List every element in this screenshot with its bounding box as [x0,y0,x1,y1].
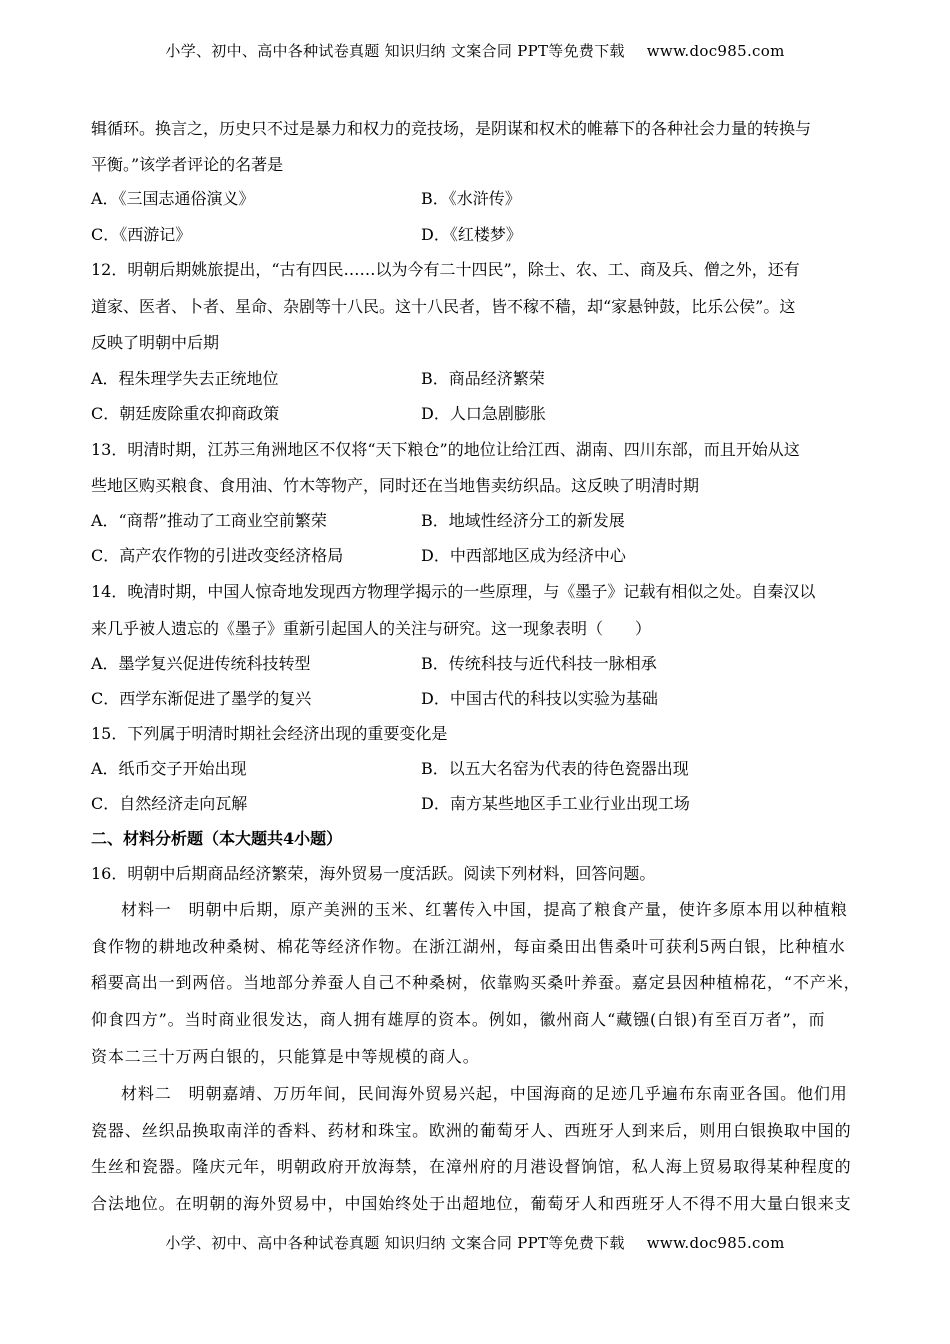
q14-option-b: B．传统科技与近代科技一脉相承 [421,654,657,673]
material2-line: 生丝和瓷器。隆庆元年，明朝政府开放海禁，在漳州府的月港设督饷馆，私人海上贸易取得某种程度的 [91,1157,852,1176]
q13-line1: 13．明清时期，江苏三角洲地区不仅将“天下粮仓”的地位让给江西、湖南、四川东部，而且开始从这 [91,440,800,459]
material2-line: 材料二 明朝嘉靖、万历年间，民间海外贸易兴起，中国海商的足迹几乎遍布东南亚各国。他们用 [121,1084,848,1103]
q15-option-c: C．自然经济走向瓦解 [91,794,248,813]
section-title: 二、材料分析题（本大题共4小题） [91,829,343,848]
q11-option-b: B．《水浒传》 [421,189,521,208]
page-footer [0,1232,950,1253]
q14-line2: 来几乎被人遗忘的《墨子》重新引起国人的关注与研究。这一现象表明（ ） [91,619,652,638]
q11-option-a: A．《三国志通俗演义》 [91,189,255,208]
q12-line3: 反映了明朝中后期 [91,333,220,352]
q13-option-b: B．地域性经济分工的新发展 [421,511,625,530]
material1-line: 食作物的耕地改种桑树、棉花等经济作物。在浙江湖州，每亩桑田出售桑叶可获利5两白银，比种植水 [91,937,846,956]
q12-option-b: B．商品经济繁荣 [421,369,545,388]
q13-line2: 些地区购买粮食、食用油、竹木等物产，同时还在当地售卖纺织品。这反映了明清时期 [91,476,700,495]
q11-option-d: D．《红楼梦》 [421,225,522,244]
q14-option-c: C．西学东渐促进了墨学的复兴 [91,689,312,708]
q13-option-a: A．“商帮”推动了工商业空前繁荣 [91,511,327,530]
q11-line2: 平衡。”该学者评论的名著是 [91,155,284,174]
q11-option-c: C．《西游记》 [91,225,192,244]
q14-option-d: D．中国古代的科技以实验为基础 [421,689,658,708]
q15-option-d: D．南方某些地区手工业行业出现工场 [421,794,690,813]
q15-line1: 15．下列属于明清时期社会经济出现的重要变化是 [91,724,448,743]
q16-intro: 16．明朝中后期商品经济繁荣，海外贸易一度活跃。阅读下列材料，回答问题。 [91,864,656,883]
header-text: 小学、初中、高中各种试卷真题 知识归纳 文案合同 PPT等免费下载 [165,42,625,60]
material2-line: 合法地位。在明朝的海外贸易中，中国始终处于出超地位，葡萄牙人和西班牙人不得不用大量白银来支 [91,1194,852,1213]
material1-line: 稻要高出一到两倍。当地部分养蚕人自己不种桑树，依靠购买桑叶养蚕。嘉定县因种植棉花，“不产米， [91,973,861,992]
q11-line1: 辑循环。换言之，历史只不过是暴力和权力的竞技场，是阴谋和权术的帷幕下的各种社会力量的转换与 [91,119,812,138]
material1-line: 资本二三十万两白银的，只能算是中等规模的商人。 [91,1047,480,1066]
q12-line1: 12．明朝后期姚旅提出，“古有四民……以为今有二十四民”，除士、农、工、商及兵、僧之外，还有 [91,260,800,279]
q14-option-a: A．墨学复兴促进传统科技转型 [91,654,311,673]
q12-option-a: A．程朱理学失去正统地位 [91,369,279,388]
q15-option-a: A．纸币交子开始出现 [91,759,247,778]
page-header [0,40,950,61]
q13-option-d: D．中西部地区成为经济中心 [421,546,626,565]
footer-text: 小学、初中、高中各种试卷真题 知识归纳 文案合同 PPT等免费下载 [165,1234,625,1252]
q12-option-d: D．人口急剧膨胀 [421,404,546,423]
q15-option-b: B．以五大名窑为代表的待色瓷器出现 [421,759,689,778]
q14-line1: 14．晚清时期，中国人惊奇地发现西方物理学揭示的一些原理，与《墨子》记载有相似之处。自秦汉以 [91,582,816,601]
material2-line: 瓷器、丝织品换取南洋的香料、药材和珠宝。欧洲的葡萄牙人、西班牙人到来后，则用白银换取中国的 [91,1121,852,1140]
material1-line: 材料一 明朝中后期，原产美洲的玉米、红薯传入中国，提高了粮食产量，使许多原本用以种植粮 [121,900,848,919]
header-url[interactable]: www.doc985.com [646,42,785,60]
material1-line: 仰食四方”。当时商业很发达，商人拥有雄厚的资本。例如，徽州商人“藏镪(白银)有至百万者”，而 [91,1010,826,1029]
footer-url[interactable]: www.doc985.com [646,1234,785,1252]
q12-line2: 道家、医者、卜者、星命、杂剧等十八民。这十八民者，皆不稼不穑，却“家悬钟鼓，比乐公侯”。这 [91,297,796,316]
q13-option-c: C．高产农作物的引进改变经济格局 [91,546,344,565]
q12-option-c: C．朝廷废除重农抑商政策 [91,404,280,423]
